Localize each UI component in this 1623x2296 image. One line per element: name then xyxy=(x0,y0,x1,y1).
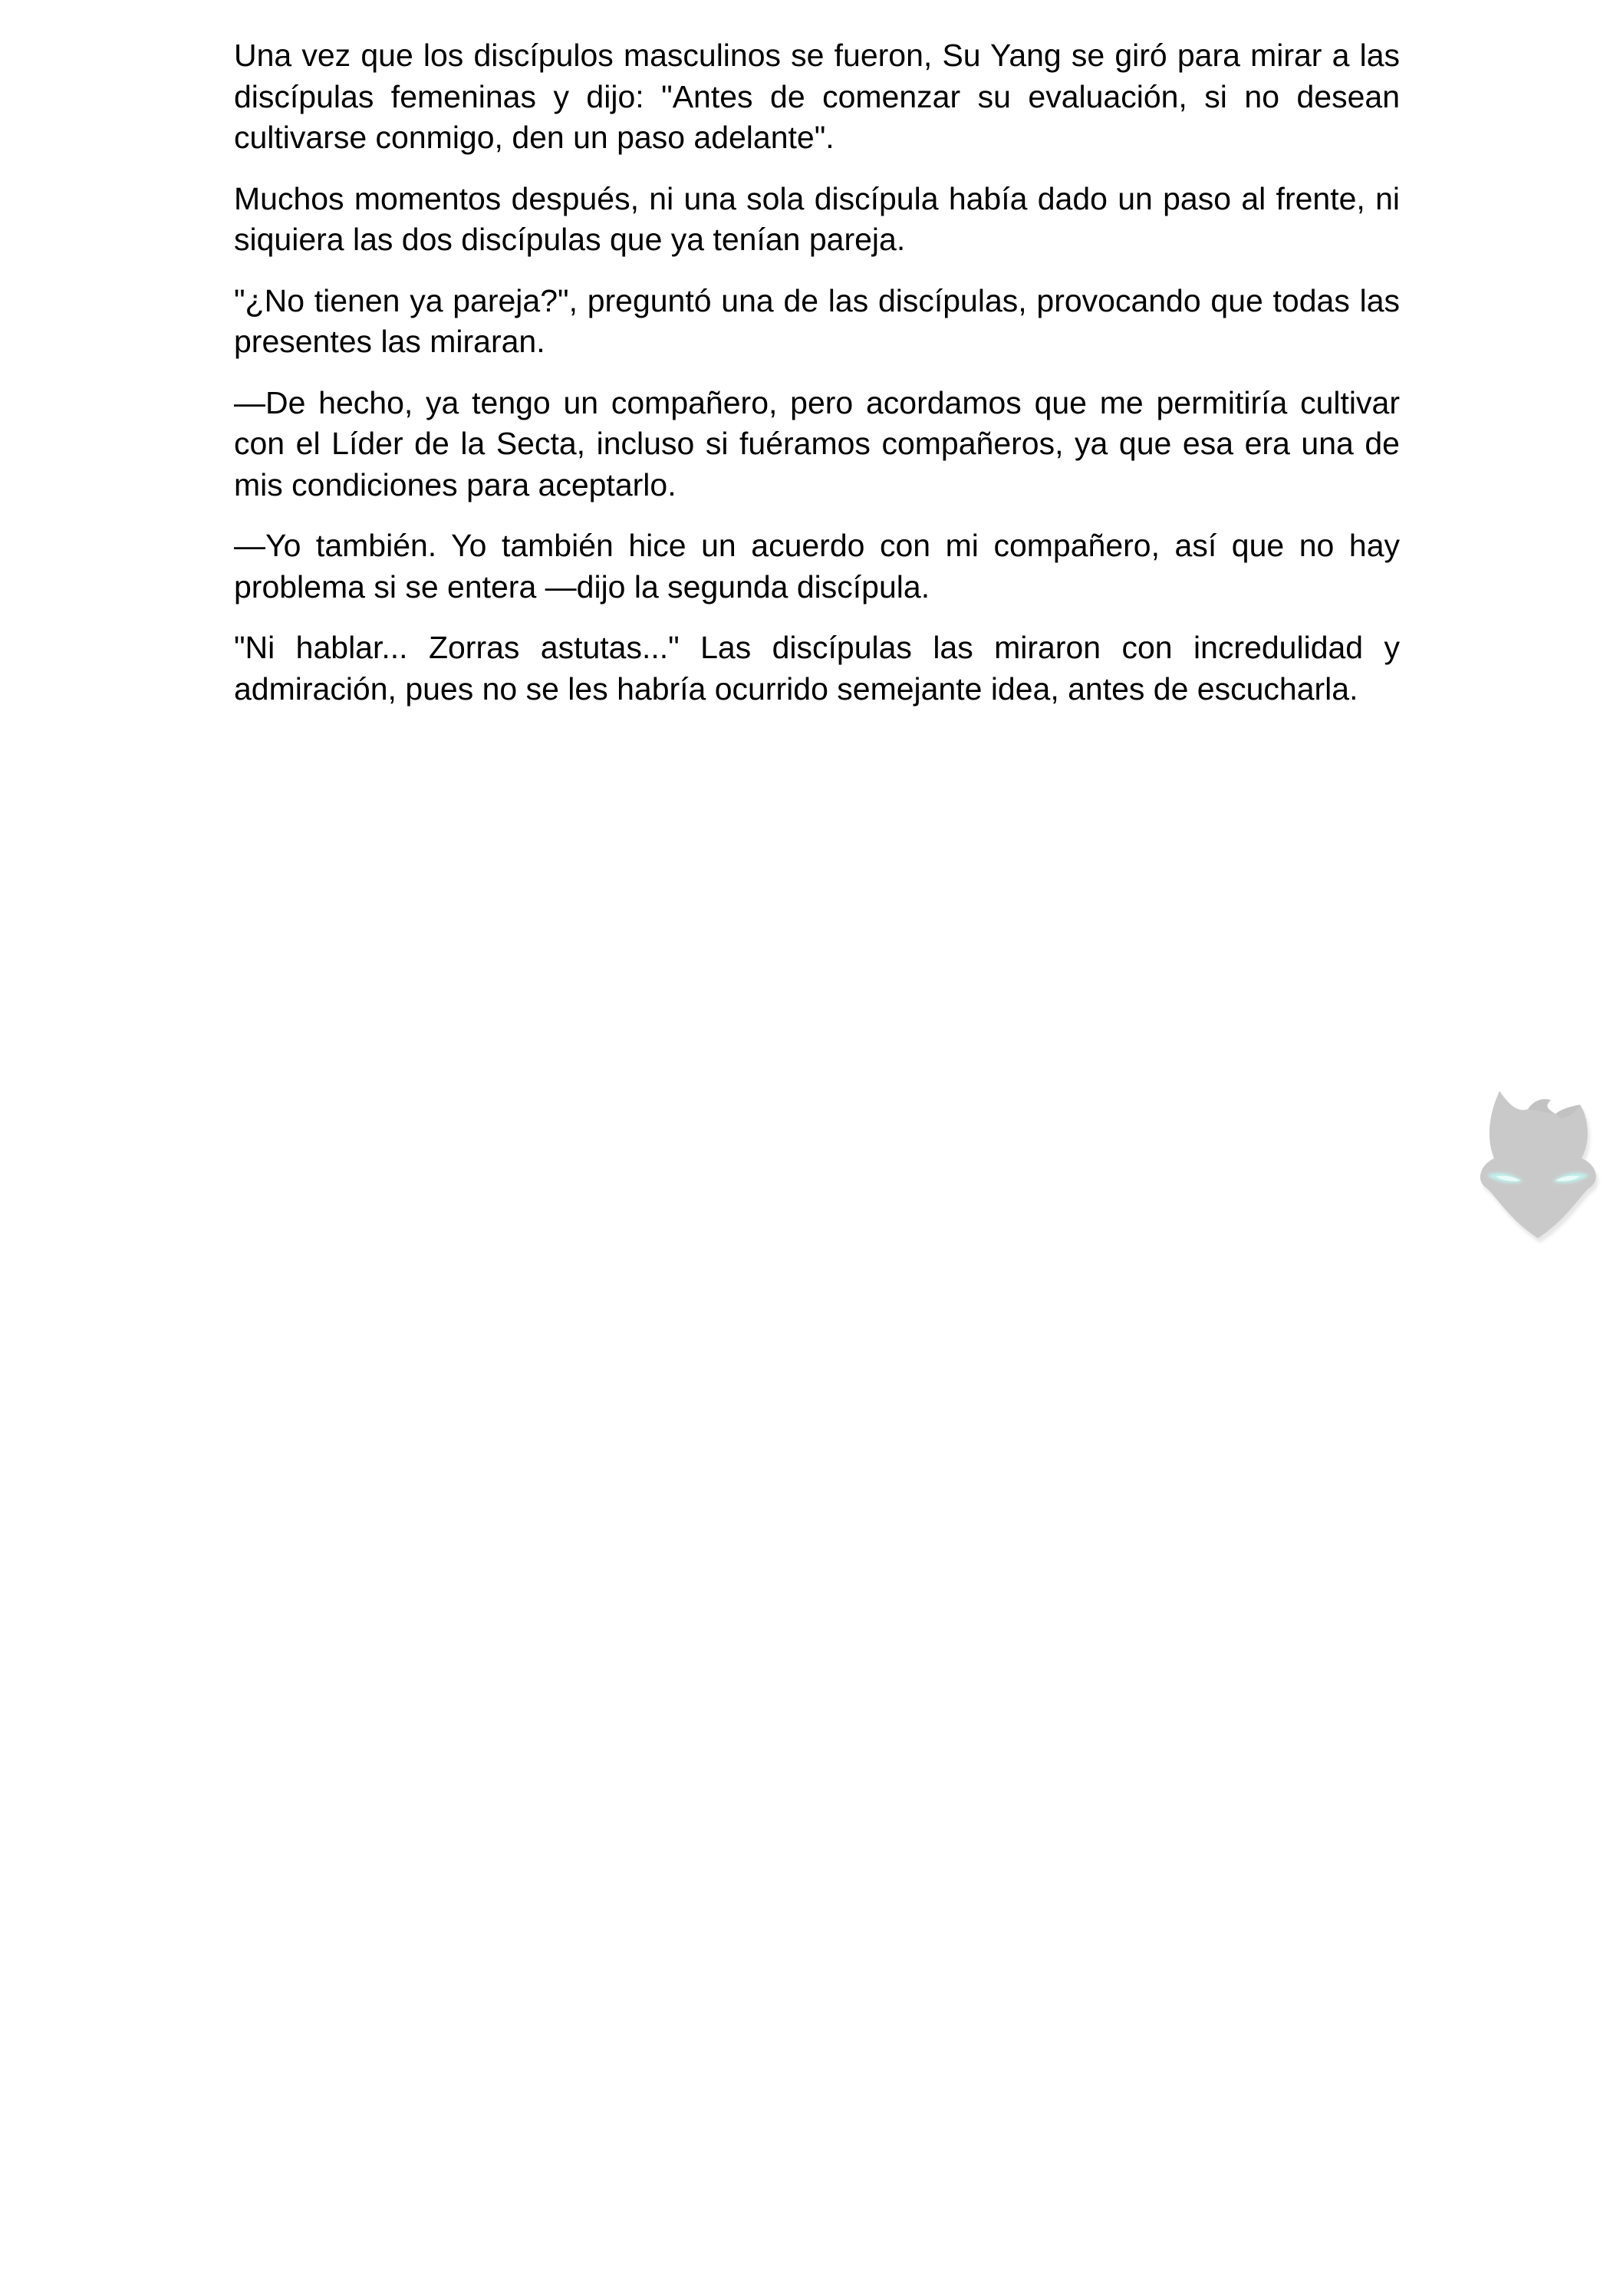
paragraph-6: "Ni hablar... Zorras astutas..." Las discípulas las miraron con incredulidad y admiración, pues no se les habría ocurrido semejante idea, antes de escucharla. xyxy=(234,630,1400,707)
paragraph-4: —De hecho, ya tengo un compañero, pero acordamos que me permitiría cultivar con el Líder de la Secta, incluso si fuéramos compañeros, ya que esa era una de mis condiciones para aceptarlo. xyxy=(234,384,1400,502)
paragraph-1: Una vez que los discípulos masculinos se fueron, Su Yang se giró para mirar a las discípulas femeninas y dijo: "Antes de comenzar su evaluación, si no desean cultivarse conmigo, den un paso adelante". xyxy=(234,38,1400,155)
paragraph-3: "¿No tienen ya pareja?", preguntó una de las discípulas, provocando que todas las presentes las miraran. xyxy=(234,282,1400,359)
body-text xyxy=(234,35,1400,730)
demon-head-logo-icon xyxy=(1465,1074,1611,1250)
paragraph-2: Muchos momentos después, ni una sola discípula había dado un paso al frente, ni siquiera las dos discípulas que ya tenían pareja. xyxy=(234,180,1400,257)
paragraph-5: —Yo también. Yo también hice un acuerdo con mi compañero, así que no hay problema si se entera —dijo la segunda discípula. xyxy=(234,528,1400,604)
